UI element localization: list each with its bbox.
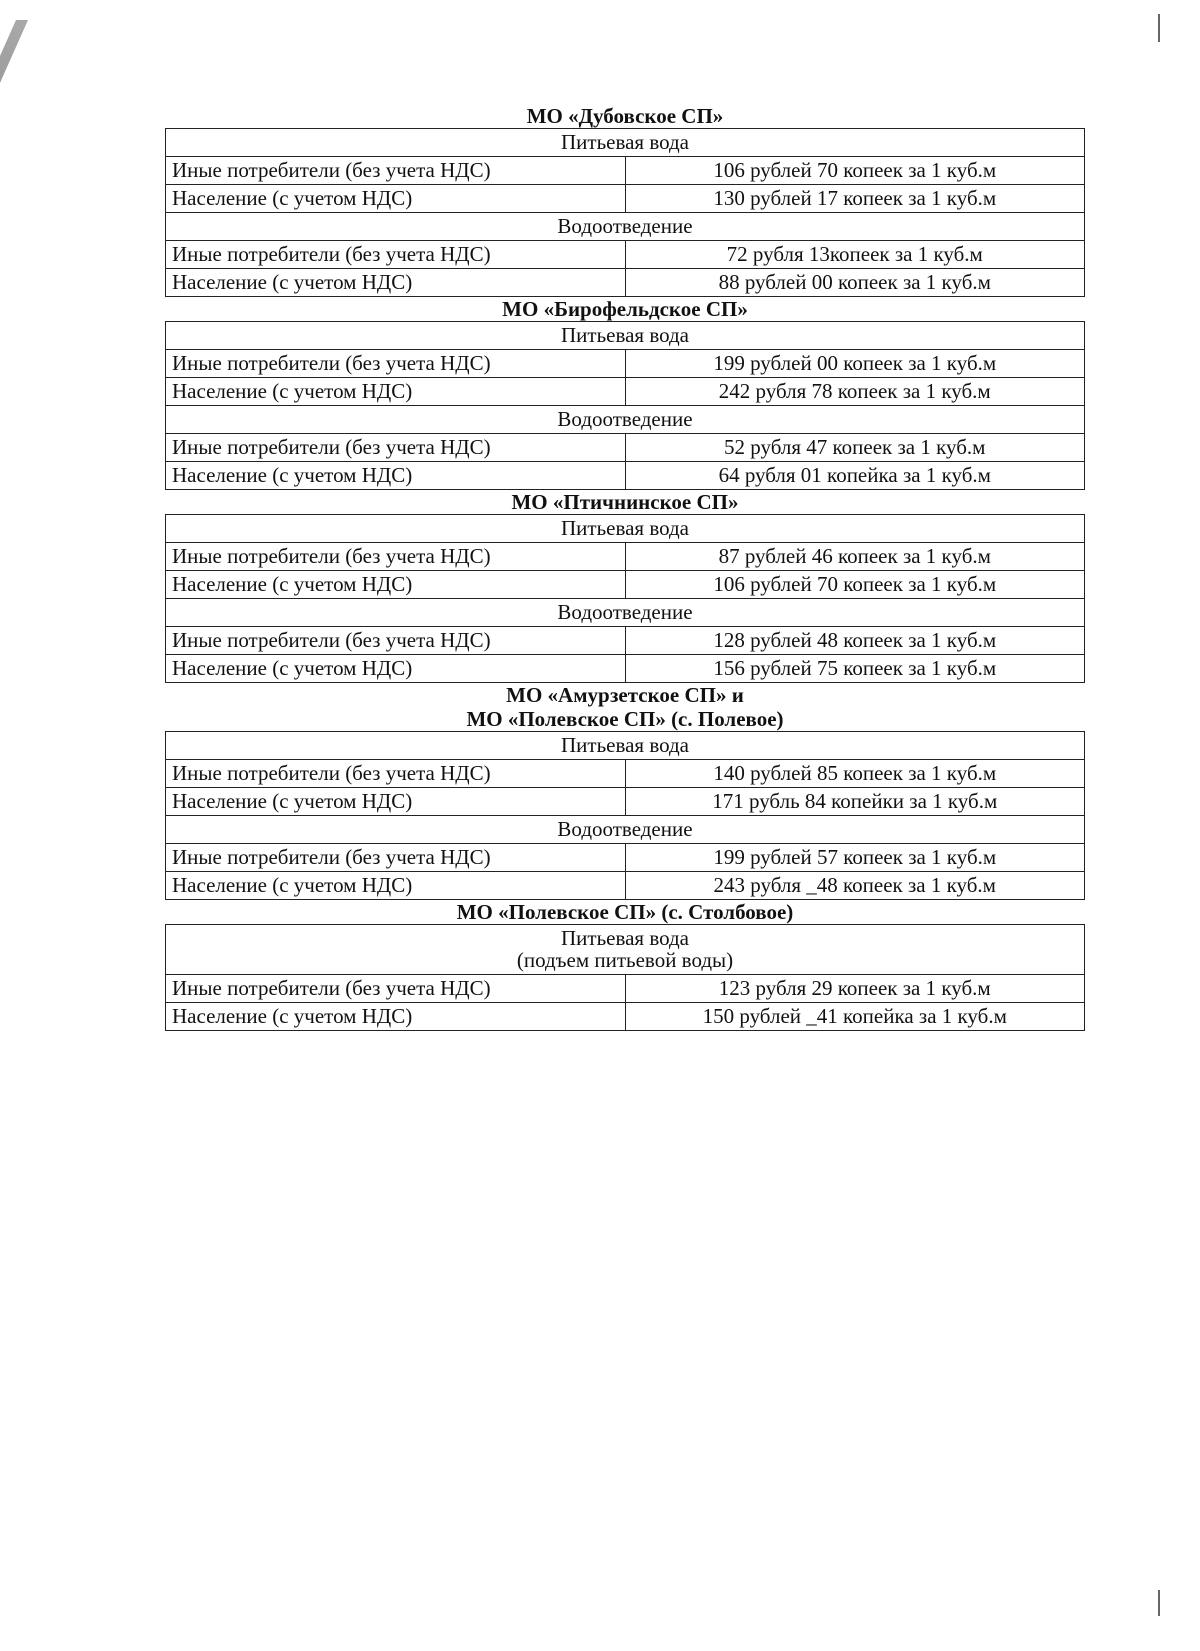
consumer-category: Население (с учетом НДС) — [166, 788, 626, 816]
municipality-block — [165, 900, 1085, 1031]
tariff-value: 243 рубля _48 копеек за 1 куб.м — [625, 872, 1085, 900]
service-header-row — [166, 732, 1085, 760]
tariff-value: 64 рубля 01 копейка за 1 куб.м — [625, 462, 1085, 490]
table-row — [166, 462, 1085, 490]
table-row — [166, 975, 1085, 1003]
table-row — [166, 157, 1085, 185]
consumer-category: Иные потребители (без учета НДС) — [166, 241, 626, 269]
service-label: Питьевая вода — [560, 926, 690, 950]
table-row — [166, 434, 1085, 462]
tariff-value: 156 рублей 75 копеек за 1 куб.м — [625, 655, 1085, 683]
tariff-value: 199 рублей 00 копеек за 1 куб.м — [625, 350, 1085, 378]
tariff-table — [165, 128, 1085, 297]
tariff-table — [165, 321, 1085, 490]
consumer-category: Иные потребители (без учета НДС) — [166, 157, 626, 185]
consumer-category: Иные потребители (без учета НДС) — [166, 627, 626, 655]
service-label: Питьевая вода — [560, 323, 690, 347]
tariff-value: 72 рубля 13копеек за 1 куб.м — [625, 241, 1085, 269]
tariff-value: 87 рублей 46 копеек за 1 куб.м — [625, 543, 1085, 571]
consumer-category: Иные потребители (без учета НДС) — [166, 844, 626, 872]
tariff-value: 199 рублей 57 копеек за 1 куб.м — [625, 844, 1085, 872]
table-row — [166, 844, 1085, 872]
consumer-category: Население (с учетом НДС) — [166, 655, 626, 683]
tariff-value: 123 рубля 29 копеек за 1 куб.м — [625, 975, 1085, 1003]
tariff-table — [165, 731, 1085, 900]
service-header-row — [166, 515, 1085, 543]
tariff-table — [165, 924, 1085, 1031]
tariff-value: 130 рублей 17 копеек за 1 куб.м — [625, 185, 1085, 213]
consumer-category: Иные потребители (без учета НДС) — [166, 350, 626, 378]
service-label: Питьевая вода — [560, 516, 690, 540]
municipality-block — [165, 490, 1085, 683]
consumer-category: Население (с учетом НДС) — [166, 378, 626, 406]
tariff-value: 88 рублей 00 копеек за 1 куб.м — [625, 269, 1085, 297]
table-row — [166, 350, 1085, 378]
municipality-block — [165, 104, 1085, 297]
consumer-category: Иные потребители (без учета НДС) — [166, 760, 626, 788]
municipality-block — [165, 683, 1085, 900]
service-header-row — [166, 816, 1085, 844]
table-row — [166, 872, 1085, 900]
service-header — [166, 213, 1085, 241]
service-label: Водоотведение — [557, 817, 693, 841]
consumer-category: Население (с учетом НДС) — [166, 462, 626, 490]
service-label: Водоотведение — [557, 600, 693, 624]
tariff-value: 140 рублей 85 копеек за 1 куб.м — [625, 760, 1085, 788]
tariff-value: 171 рубль 84 копейки за 1 куб.м — [625, 788, 1085, 816]
consumer-category: Население (с учетом НДС) — [166, 1003, 626, 1031]
service-header — [166, 732, 1085, 760]
municipality-title: МО «Полевское СП» (с. Столбовое) — [456, 900, 794, 924]
tariff-value: 128 рублей 48 копеек за 1 куб.м — [625, 627, 1085, 655]
table-row — [166, 378, 1085, 406]
service-header-row — [166, 213, 1085, 241]
service-header — [166, 322, 1085, 350]
service-header-row — [166, 129, 1085, 157]
municipality-block — [165, 297, 1085, 490]
scan-edge-mark — [0, 20, 28, 210]
service-header-row — [166, 599, 1085, 627]
service-header — [166, 515, 1085, 543]
service-header — [166, 816, 1085, 844]
service-header — [166, 406, 1085, 434]
service-label: (подъем питьевой воды) — [516, 948, 734, 972]
service-header-row — [166, 322, 1085, 350]
table-row — [166, 571, 1085, 599]
consumer-category: Иные потребители (без учета НДС) — [166, 975, 626, 1003]
table-row — [166, 760, 1085, 788]
consumer-category: Население (с учетом НДС) — [166, 872, 626, 900]
service-label: Водоотведение — [557, 407, 693, 431]
tariff-value: 150 рублей _41 копейка за 1 куб.м — [625, 1003, 1085, 1031]
consumer-category: Иные потребители (без учета НДС) — [166, 434, 626, 462]
scan-edge-tick — [1158, 1590, 1160, 1616]
service-header-row — [166, 406, 1085, 434]
consumer-category: Население (с учетом НДС) — [166, 571, 626, 599]
consumer-category: Иные потребители (без учета НДС) — [166, 543, 626, 571]
municipality-title: МО «Бирофельдское СП» — [502, 297, 748, 321]
municipality-title: МО «Амурзетское СП» и — [506, 683, 744, 707]
table-row — [166, 543, 1085, 571]
municipality-title: МО «Дубовское СП» — [526, 104, 724, 128]
tariff-value: 106 рублей 70 копеек за 1 куб.м — [625, 157, 1085, 185]
table-row — [166, 788, 1085, 816]
table-row — [166, 627, 1085, 655]
tariff-table — [165, 514, 1085, 683]
tariff-document — [165, 104, 1085, 1031]
service-header — [166, 925, 1085, 975]
municipality-title: МО «Полевское СП» (с. Полевое) — [466, 707, 784, 731]
service-header — [166, 129, 1085, 157]
tariff-value: 52 рубля 47 копеек за 1 куб.м — [625, 434, 1085, 462]
municipality-title: МО «Птичнинское СП» — [511, 490, 739, 514]
table-row — [166, 655, 1085, 683]
service-header — [166, 599, 1085, 627]
service-label: Водоотведение — [557, 214, 693, 238]
tariff-value: 106 рублей 70 копеек за 1 куб.м — [625, 571, 1085, 599]
scan-edge-tick — [1158, 14, 1160, 42]
service-label: Питьевая вода — [560, 130, 690, 154]
table-row — [166, 1003, 1085, 1031]
consumer-category: Население (с учетом НДС) — [166, 185, 626, 213]
tariff-value: 242 рубля 78 копеек за 1 куб.м — [625, 378, 1085, 406]
table-row — [166, 185, 1085, 213]
service-label: Питьевая вода — [560, 733, 690, 757]
table-row — [166, 241, 1085, 269]
table-row — [166, 269, 1085, 297]
consumer-category: Население (с учетом НДС) — [166, 269, 626, 297]
service-header-row — [166, 925, 1085, 975]
